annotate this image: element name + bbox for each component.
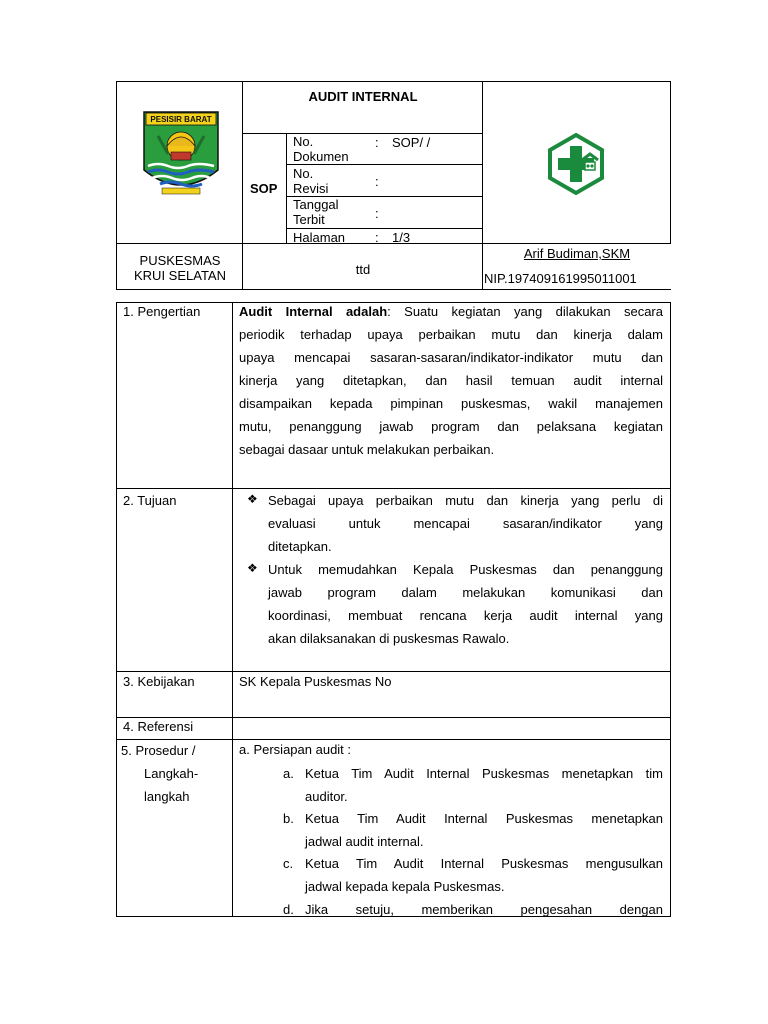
step-marker: a. xyxy=(283,766,294,781)
pengertian-body xyxy=(239,300,663,461)
tujuan-line: Sebagai upaya perbaikan mutu dan kinerja yang perlu di xyxy=(268,493,663,508)
section-label-kebijakan: 3. Kebijakan xyxy=(123,674,195,689)
field-label: Terbit xyxy=(293,212,325,227)
pengertian-line: sebagai dasaar untuk melakukan perbaikan. xyxy=(239,442,495,457)
field-label: Dokumen xyxy=(293,149,349,164)
field-label: Halaman xyxy=(293,230,346,245)
field-label: Tanggal xyxy=(293,197,339,212)
field-value: 1/3 xyxy=(392,230,411,245)
pengertian-line1-rest: : Suatu kegiatan yang dilakukan secara xyxy=(387,304,663,319)
pengertian-line: upaya mencapai sasaran-sasaran/indikator-indikator mutu dan xyxy=(239,350,663,365)
field-halaman xyxy=(293,230,483,245)
kebijakan-text: SK Kepala Puskesmas No xyxy=(239,674,392,689)
pengertian-lead: Audit Internal adalah xyxy=(239,304,388,319)
step-marker: d. xyxy=(283,902,294,917)
org-line: PUSKESMAS xyxy=(139,253,221,268)
field-label: No. xyxy=(293,166,314,181)
tujuan-line: koordinasi, membuat rencana kerja audit internal yang xyxy=(268,608,663,623)
tujuan-line: ditetapkan. xyxy=(268,539,332,554)
org-name xyxy=(117,253,243,283)
pengertian-line: mutu, penanggung jawab program dan pelaksana kegiatan xyxy=(239,419,663,434)
field-separator: : xyxy=(375,174,379,189)
tujuan-line: evaluasi untuk mencapai sasaran/indikator yang xyxy=(268,516,663,531)
tujuan-item-1 xyxy=(268,489,663,558)
field-no-revisi xyxy=(293,166,483,196)
tujuan-item-2 xyxy=(268,558,663,650)
field-label: Revisi xyxy=(293,181,329,196)
step-b xyxy=(305,807,663,853)
field-label: No. xyxy=(293,134,314,149)
pengertian-line xyxy=(239,300,663,323)
step-c xyxy=(305,852,663,898)
section-label-prosedur xyxy=(121,739,233,808)
emblem-text: PESISIR BARAT xyxy=(150,115,212,124)
org-line: KRUI SELATAN xyxy=(134,268,226,283)
signer-name: Arif Budiman,SKM xyxy=(523,246,631,261)
field-tanggal-terbit xyxy=(293,197,483,227)
step-d xyxy=(305,898,663,921)
tujuan-bullet-1: ❖ xyxy=(247,492,258,506)
step-line: jadwal kepada kepala Puskesmas. xyxy=(305,879,505,894)
tujuan-line: akan dilaksanakan di puskesmas Rawalo. xyxy=(268,631,510,646)
field-separator: : xyxy=(375,206,379,221)
step-marker: c. xyxy=(283,856,294,871)
step-line: auditor. xyxy=(305,789,348,804)
tujuan-line: jawab program dalam melakukan komunikasi dan xyxy=(268,585,663,600)
signature: ttd xyxy=(355,262,371,277)
pengertian-line: disampaikan kepada pimpinan puskesmas, wakil manajemen xyxy=(239,396,663,411)
prosedur-heading: a. Persiapan audit : xyxy=(239,742,352,757)
pengertian-line: kinerja yang ditetapkan, dan hasil temuan audit internal xyxy=(239,373,663,388)
section-label-referensi: 4. Referensi xyxy=(123,719,194,734)
field-no-dokumen xyxy=(293,134,483,164)
regional-emblem-logo xyxy=(138,108,224,200)
prosedur-label-line: Langkah- xyxy=(144,766,199,781)
section-label-pengertian: 1. Pengertian xyxy=(123,304,201,319)
step-a xyxy=(305,762,663,808)
step-line: Jika setuju, memberikan pengesahan dengan xyxy=(305,902,663,917)
step-line: Ketua Tim Audit Internal Puskesmas mengusulkan xyxy=(305,856,663,871)
prosedur-label-line: langkah xyxy=(144,789,190,804)
step-marker: b. xyxy=(283,811,294,826)
sop-label: SOP xyxy=(250,181,278,196)
field-separator: : xyxy=(375,135,379,150)
step-line: Ketua Tim Audit Internal Puskesmas menetapkan tim xyxy=(305,766,663,781)
puskesmas-logo xyxy=(544,132,608,196)
tujuan-bullet-2: ❖ xyxy=(247,561,258,575)
document-title: AUDIT INTERNAL xyxy=(308,89,418,104)
field-value: SOP/ / xyxy=(392,135,431,150)
step-line: jadwal audit internal. xyxy=(305,834,424,849)
signer-nip: NIP.197409161995011001 xyxy=(484,271,637,286)
section-label-tujuan: 2. Tujuan xyxy=(123,493,177,508)
field-separator: : xyxy=(375,230,379,245)
prosedur-label-line: 5. Prosedur / xyxy=(121,743,196,758)
tujuan-line: Untuk memudahkan Kepala Puskesmas dan penanggung xyxy=(268,562,663,577)
pengertian-line: periodik terhadap upaya perbaikan mutu dan kinerja dalam xyxy=(239,327,663,342)
step-line: Ketua Tim Audit Internal Puskesmas menetapkan xyxy=(305,811,663,826)
